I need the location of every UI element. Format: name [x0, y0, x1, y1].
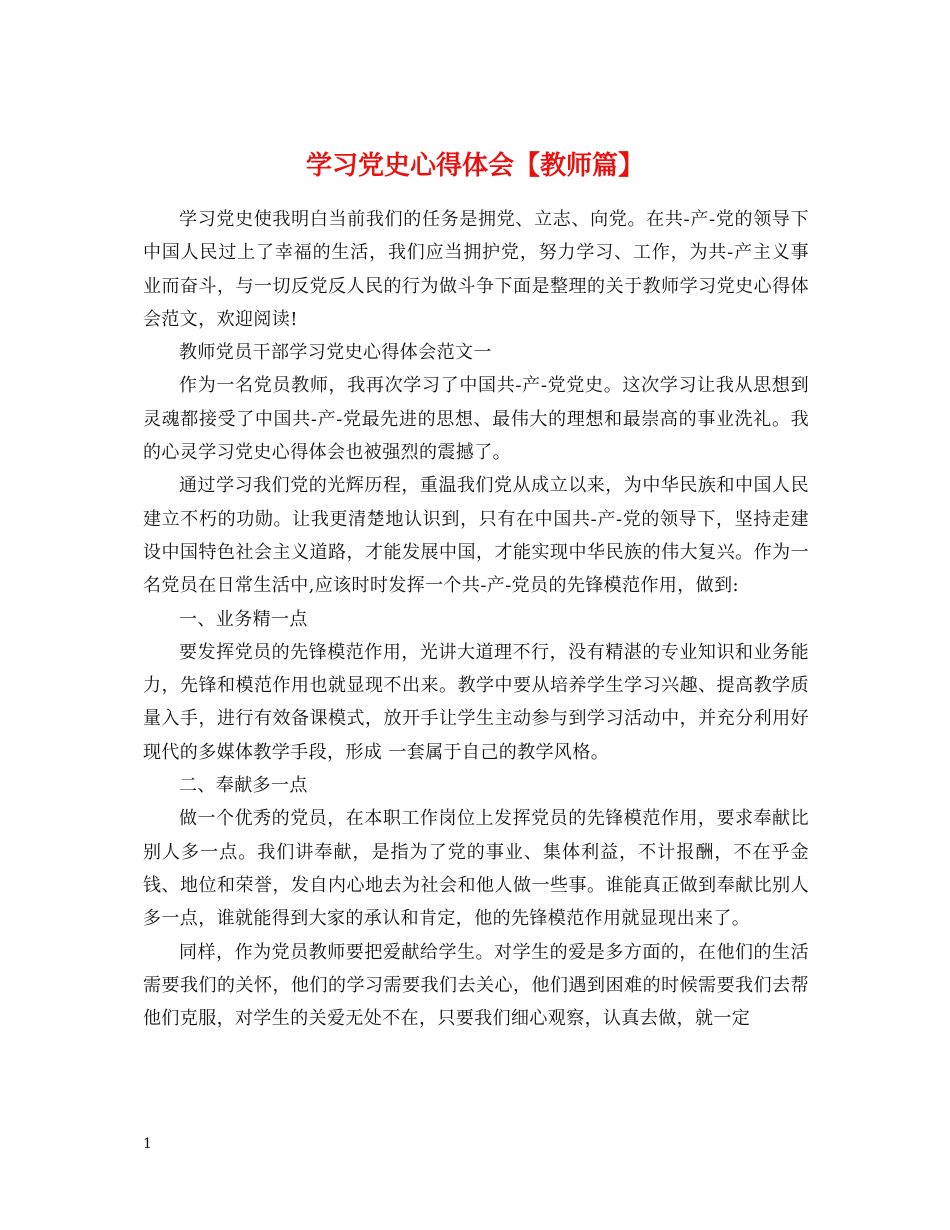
body-paragraph: 要发挥党员的先锋模范作用，光讲大道理不行，没有精湛的专业知识和业务能力，先锋和模范作用也就显现不出来。教学中要从培养学生学习兴趣、提高教学质量入手，进行有效备课模式，放开手让学生主动参与到学习活动中，并充分利用好现代的多媒体教学手段，形成 一套属于自己的教学风格。 [143, 641, 809, 763]
page-number: 1 [143, 1136, 152, 1152]
body-paragraph: 作为一名党员教师，我再次学习了中国共-产-党党史。这次学习让我从思想到灵魂都接受了中国共-产-党最先进的思想、最伟大的理想和最崇高的事业洗礼。我的心灵学习党史心得体会也被强烈的震撼了。 [143, 375, 809, 464]
section-heading-essay-one: 教师党员干部学习党史心得体会范文一 [179, 342, 492, 364]
body-paragraph: 通过学习我们党的光辉历程，重温我们党从成立以来，为中华民族和中国人民建立不朽的功勋。让我更清楚地认识到，只有在中国共-产-党的领导下，坚持走建设中国特色社会主义道路，才能发展中国，才能实现中华民族的伟大复兴。作为一名党员在日常生活中,应该时时发挥一个共-产-党员的先锋模范作用，做到: [143, 475, 809, 597]
document-body [143, 203, 809, 1035]
subheading-dedication: 二、奉献多一点 [179, 775, 308, 797]
subheading-business: 一、业务精一点 [179, 608, 308, 630]
body-paragraph: 做一个优秀的党员，在本职工作岗位上发挥党员的先锋模范作用，要求奉献比别人多一点。我们讲奉献，是指为了党的事业、集体利益，不计报酬，不在乎金钱、地位和荣誉，发自内心地去为社会和他人做一些事。谁能真正做到奉献比别人多一点，谁就能得到大家的承认和肯定，他的先锋模范作用就显现出来了。 [143, 808, 809, 930]
intro-paragraph: 学习党史使我明白当前我们的任务是拥党、立志、向党。在共-产-党的领导下中国人民过上了幸福的生活，我们应当拥护党，努力学习、工作，为共-产主义事业而奋斗，与一切反党反人民的行为做斗争下面是整理的关于教师学习党史心得体会范文，欢迎阅读! [143, 209, 809, 330]
body-paragraph: 同样，作为党员教师要把爱献给学生。对学生的爱是多方面的，在他们的生活需要我们的关怀，他们的学习需要我们去关心，他们遇到困难的时候需要我们去帮他们克服，对学生的关爱无处不在，只要我们细心观察，认真去做，就一定 [143, 941, 809, 1030]
document-title: 学习党史心得体会【教师篇】 [305, 151, 644, 182]
